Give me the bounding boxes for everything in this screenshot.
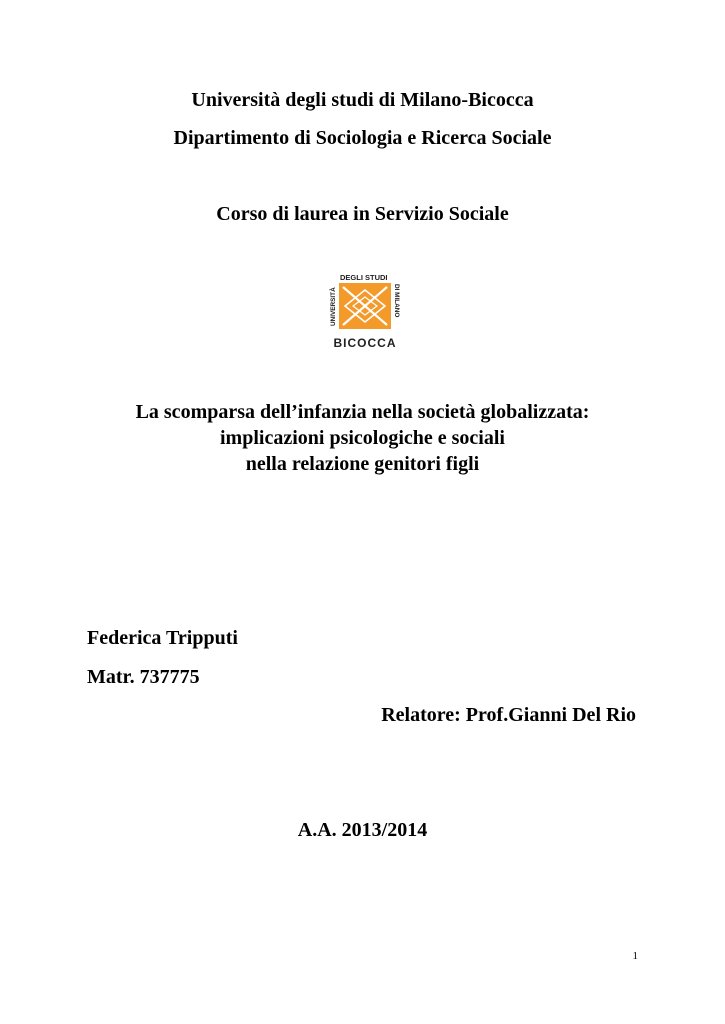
logo-text-bottom: BICOCCA: [333, 336, 397, 350]
bicocca-logo: [328, 272, 402, 350]
supervisor: Relatore: Prof.Gianni Del Rio: [381, 704, 636, 726]
logo-text-top: DEGLI STUDI: [340, 273, 388, 282]
university-name: Università degli studi di Milano-Bicocca: [191, 89, 534, 111]
academic-year: A.A. 2013/2014: [297, 819, 428, 841]
logo-text-left: UNIVERSITÀ: [330, 287, 337, 326]
page-number: 1: [632, 950, 638, 962]
department-name: Dipartimento di Sociologia e Ricerca Sociale: [173, 127, 552, 149]
thesis-title-line-1: La scomparsa dell’infanzia nella società globalizzata:: [135, 401, 590, 423]
matriculation-number: Matr. 737775: [87, 666, 200, 688]
logo-text-right: DI MILANO: [393, 284, 400, 318]
course-name: Corso di laurea in Servizio Sociale: [216, 203, 509, 225]
thesis-title-line-3: nella relazione genitori figli: [245, 453, 480, 475]
logo-emblem: [339, 283, 391, 329]
thesis-title-line-2: implicazioni psicologiche e sociali: [220, 427, 505, 449]
author-name: Federica Tripputi: [87, 627, 238, 649]
